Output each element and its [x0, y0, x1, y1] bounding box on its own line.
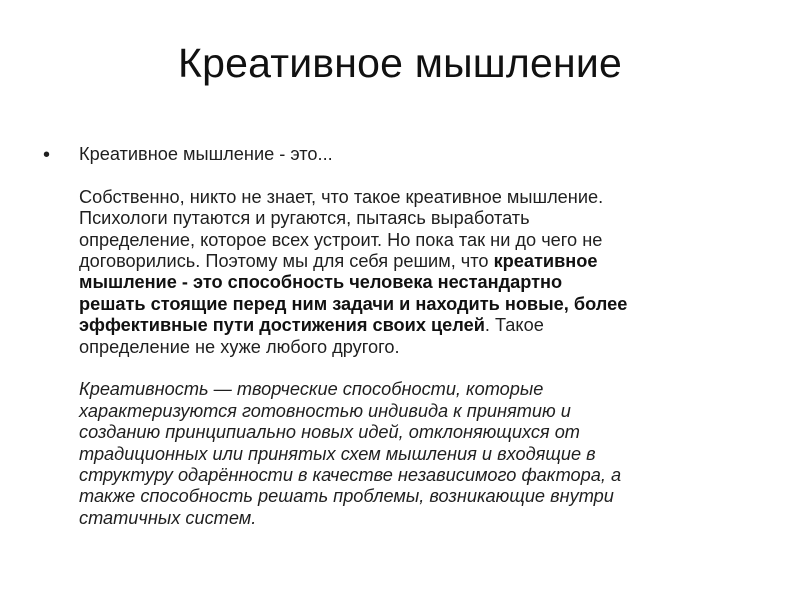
italic-line: статичных систем.	[79, 507, 257, 528]
text-line	[79, 315, 769, 336]
text-line	[79, 251, 769, 272]
paragraph-gap	[79, 165, 769, 186]
bold-text: эффективные пути достижения своих целей	[79, 315, 485, 336]
text-line: Психологи путаются и ругаются, пытаясь выработать	[79, 208, 530, 229]
bold-text: креативное	[493, 251, 598, 272]
creativity-paragraph	[79, 379, 769, 529]
text-line: определение, которое всех устроит. Но пока так ни до чего не	[79, 229, 603, 250]
slide-title: Креативное мышление	[178, 40, 622, 86]
italic-line: структуру одарённости в качестве независимого фактора, а	[79, 465, 622, 486]
text-span: договорились. Поэтому мы для себя решим, что	[79, 251, 494, 272]
text-line: Собственно, никто не знает, что такое креативное мышление.	[79, 186, 604, 207]
italic-line: Креативность — творческие способности, которые	[79, 379, 544, 400]
paragraph-gap	[79, 358, 769, 379]
definition-paragraph	[79, 187, 769, 358]
italic-line: характеризуются готовностью индивида к принятию и	[79, 400, 571, 421]
text-line: определение не хуже любого другого.	[79, 336, 400, 357]
text-span: . Такое	[484, 315, 544, 336]
bold-line: решать стоящие перед ним задачи и находить новые, более	[79, 293, 628, 314]
bullet-icon: •	[43, 144, 51, 166]
italic-line: созданию принципиально новых идей, отклоняющихся от	[79, 422, 580, 443]
bold-line: мышление - это способность человека нестандартно	[79, 272, 563, 293]
italic-line: традиционных или принятых схем мышления и входящие в	[79, 443, 596, 464]
italic-line: также способность решать проблемы, возникающие внутри	[79, 486, 614, 507]
bullet-content	[79, 144, 769, 529]
intro-line: Креативное мышление - это...	[79, 144, 333, 164]
